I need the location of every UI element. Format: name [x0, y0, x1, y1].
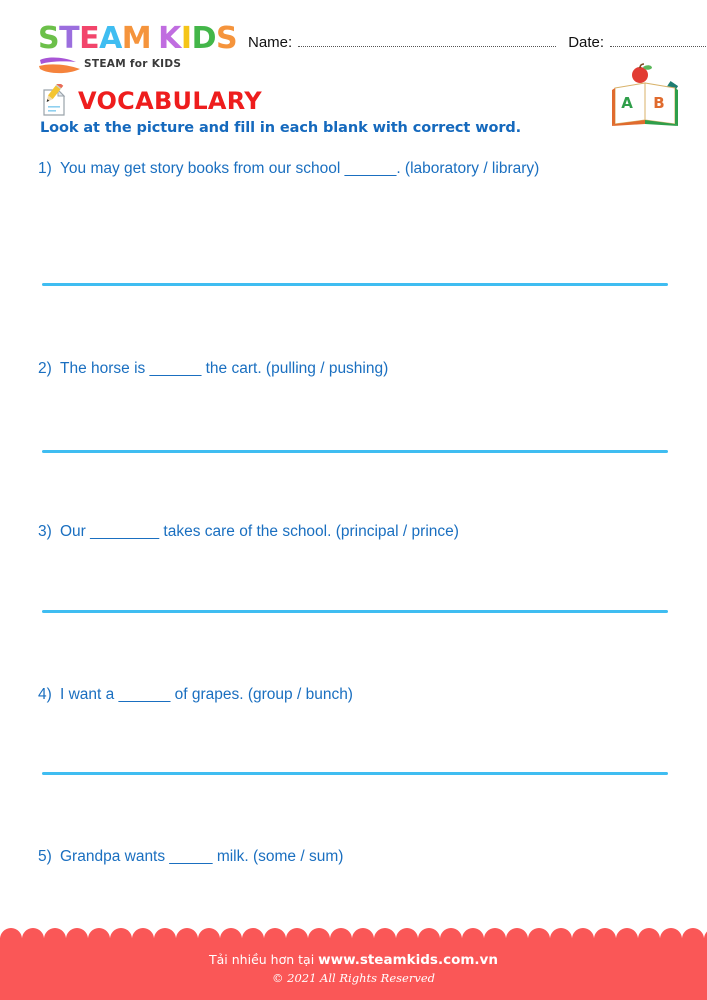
- footer-website-line: [0, 952, 707, 968]
- logo-letter-s-8: S: [215, 21, 238, 56]
- answer-line-2[interactable]: [42, 450, 668, 453]
- name-input[interactable]: [298, 35, 556, 47]
- answer-line-4[interactable]: [42, 772, 668, 775]
- logo-tagline: STEAM for KIDS: [84, 58, 182, 70]
- pencil-paper-icon: [38, 84, 68, 118]
- question-body-5: Grandpa wants _____ milk. (some / sum): [60, 848, 344, 865]
- question-body-2: The horse is ______ the cart. (pulling / pushing): [60, 360, 389, 377]
- question-text-3: [38, 523, 459, 541]
- book-letter-a: A: [621, 94, 633, 112]
- footer-copyright: © 2021 All Rights Reserved: [271, 971, 435, 985]
- question-body-4: I want a ______ of grapes. (group / bunch): [60, 686, 353, 703]
- question-text-5: [38, 848, 343, 866]
- instruction-text: Look at the picture and fill in each blank with correct word.: [40, 120, 522, 136]
- question-number-2: 2): [38, 360, 52, 377]
- logo-letter-m-4: M: [121, 21, 152, 56]
- footer-url[interactable]: www.steamkids.com.vn: [318, 952, 498, 968]
- open-book-icon: [607, 62, 685, 130]
- logo-letter-e-2: E: [79, 21, 100, 56]
- question-number-3: 3): [38, 523, 52, 540]
- question-text-1: [38, 160, 539, 178]
- logo-letter-a-3: A: [99, 21, 122, 56]
- question-number-5: 5): [38, 848, 52, 865]
- question-number-1: 1): [38, 160, 52, 177]
- question-text-4: [38, 686, 353, 704]
- worksheet-header: [0, 0, 707, 150]
- date-label: Date:: [568, 34, 605, 51]
- logo-wordmark: [38, 21, 243, 56]
- swoosh-icon: [38, 55, 82, 75]
- steam-kids-logo: [38, 21, 243, 75]
- book-letter-b: B: [653, 94, 665, 112]
- page-title: VOCABULARY: [78, 87, 262, 115]
- scallop-edge: [0, 928, 707, 950]
- date-input[interactable]: [610, 35, 707, 47]
- logo-letter-t-1: T: [59, 21, 80, 56]
- logo-letter-d-7: D: [191, 21, 216, 56]
- answer-line-1[interactable]: [42, 283, 668, 286]
- name-date-row: [248, 34, 688, 51]
- logo-letter-k-5: K: [158, 21, 181, 56]
- worksheet-footer: [0, 938, 707, 1000]
- question-number-4: 4): [38, 686, 52, 703]
- question-body-3: Our ________ takes care of the school. (principal / prince): [60, 523, 459, 540]
- logo-letter-s-0: S: [38, 21, 60, 56]
- footer-prefix: Tải nhiều hơn tại: [209, 952, 319, 967]
- name-label: Name:: [248, 34, 293, 51]
- title-row: [38, 84, 262, 118]
- logo-subrow: [38, 55, 243, 75]
- logo-letter-i-6: I: [180, 21, 192, 56]
- question-text-2: [38, 360, 388, 378]
- question-body-1: You may get story books from our school ______. (laboratory / library): [60, 160, 540, 177]
- answer-line-3[interactable]: [42, 610, 668, 613]
